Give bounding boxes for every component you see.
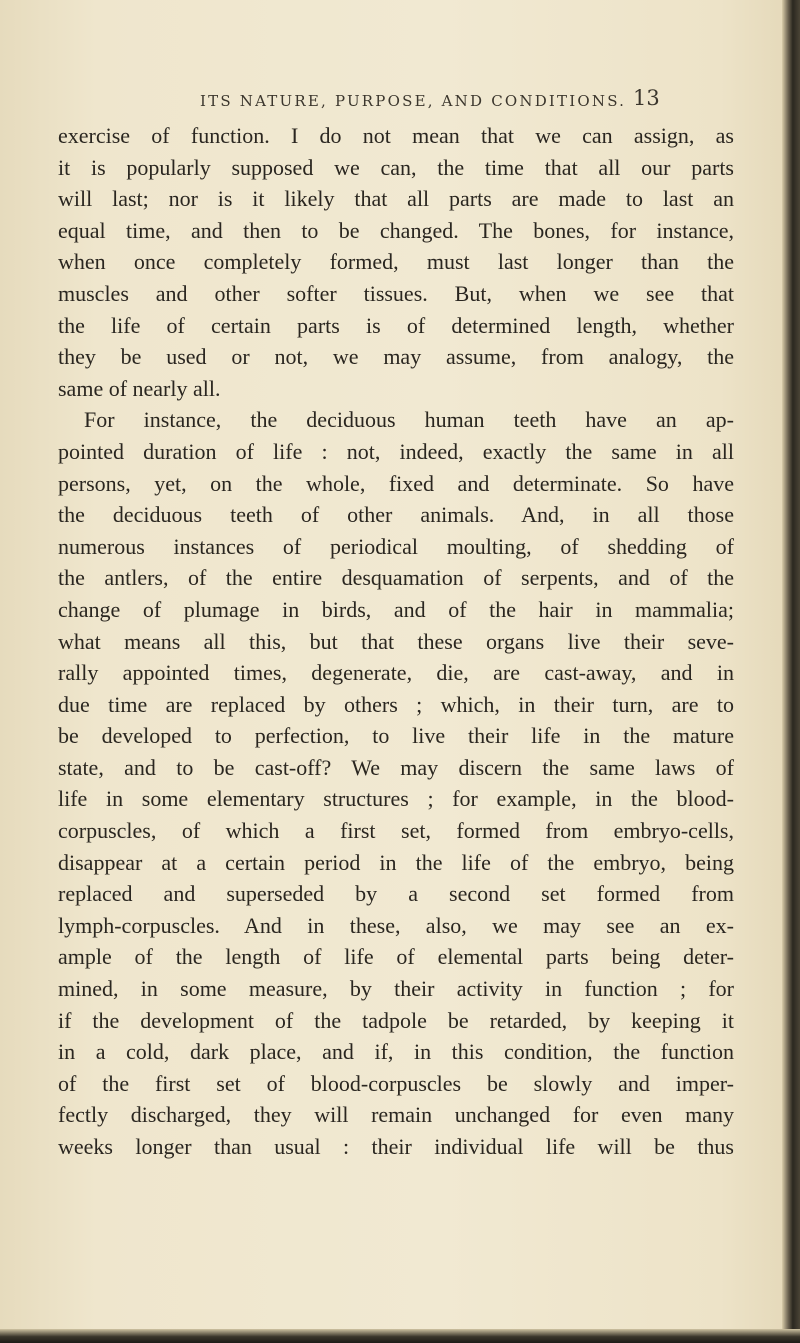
text-line: when once completely formed, must last longer than the xyxy=(58,249,734,275)
text-line: rally appointed times, degenerate, die, are cast-away, and in xyxy=(58,660,734,686)
text-line: weeks longer than usual : their individual life will be thus xyxy=(58,1134,734,1159)
text-line: lymph-corpuscles. And in these, also, we may see an ex- xyxy=(58,912,734,938)
page-binding-edge xyxy=(782,0,800,1343)
text-line: the antlers, of the entire desquamation of serpents, and of the xyxy=(58,565,734,591)
text-line: numerous instances of periodical moulting, of shedding of xyxy=(58,533,734,559)
paragraph-start-line: For instance, the deciduous human teeth have an ap- xyxy=(84,407,734,433)
text-line: what means all this, but that these organs live their seve- xyxy=(58,628,734,654)
text-line: same of nearly all. xyxy=(58,375,221,401)
text-line: exercise of function. I do not mean that we can assign, as xyxy=(58,123,734,148)
text-line: of the first set of blood-corpuscles be slowly and imper- xyxy=(58,1070,734,1096)
text-line: fectly discharged, they will remain unchanged for even many xyxy=(58,1102,734,1128)
text-line: pointed duration of life : not, indeed, exactly the same in all xyxy=(58,438,734,464)
page-bottom-edge xyxy=(0,1329,800,1343)
text-line: life in some elementary structures ; for example, in the blood- xyxy=(58,786,734,812)
text-line: they be used or not, we may assume, from analogy, the xyxy=(58,344,734,370)
text-line: the deciduous teeth of other animals. And, in all those xyxy=(58,502,734,528)
page-header xyxy=(0,84,800,114)
text-line: equal time, and then to be changed. The bones, for instance, xyxy=(58,217,734,243)
text-line: it is popularly supposed we can, the time that all our parts xyxy=(58,154,734,180)
text-line: if the development of the tadpole be retarded, by keeping it xyxy=(58,1007,734,1033)
text-line: in a cold, dark place, and if, in this condition, the function xyxy=(58,1039,734,1065)
text-line: the life of certain parts is of determined length, whether xyxy=(58,312,734,338)
text-line: be developed to perfection, to live their life in the mature xyxy=(58,723,734,749)
text-line: due time are replaced by others ; which, in their turn, are to xyxy=(58,691,734,717)
text-line: replaced and superseded by a second set formed from xyxy=(58,881,734,907)
text-line: muscles and other softer tissues. But, when we see that xyxy=(58,280,734,306)
running-head: ITS NATURE, PURPOSE, AND CONDITIONS. xyxy=(200,92,627,110)
text-line: state, and to be cast-off? We may discern the same laws of xyxy=(58,754,734,780)
text-line: corpuscles, of which a first set, formed from embryo-cells, xyxy=(58,818,734,844)
body-text xyxy=(58,120,734,1163)
page-number: 13 xyxy=(633,86,660,110)
text-line: ample of the length of life of elemental parts being deter- xyxy=(58,944,734,970)
text-line: persons, yet, on the whole, fixed and determinate. So have xyxy=(58,470,734,496)
text-line: change of plumage in birds, and of the hair in mammalia; xyxy=(58,596,734,622)
text-line: will last; nor is it likely that all parts are made to last an xyxy=(58,186,734,212)
text-line: disappear at a certain period in the life of the embryo, being xyxy=(58,849,734,875)
text-line: mined, in some measure, by their activity in function ; for xyxy=(58,976,734,1002)
